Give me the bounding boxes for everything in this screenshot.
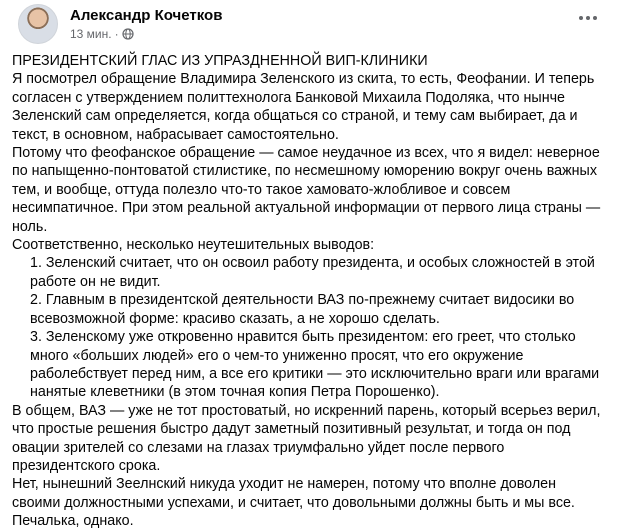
post-paragraph: Потому что феофанское обращение — самое неудачное из всех, что я видел: неверное по напыщенно-понтоватой стилистике, по несмешному юморению вокруг очень важных тем, и вообще, оттуда полезло что-то такое хамовато-жлобливое и совсем несимпатичное. При этом реальной актуальной информации от первого лица страны — ноль. <box>12 145 601 235</box>
globe-icon[interactable] <box>122 28 134 40</box>
more-options-icon <box>579 16 583 20</box>
post-paragraph: Нет, нынешний Зеелнский никуда уходит не намерен, потому что вполне доволен своими должностными успехами, и считает, что довольными должны быть и мы все. <box>12 476 575 511</box>
post-title: ПРЕЗИДЕНТСКИЙ ГЛАС ИЗ УПРАЗДНЕННОЙ ВИП-КЛИНИКИ <box>12 53 428 69</box>
post-time[interactable]: 13 мин. <box>70 27 112 41</box>
post-paragraph: Соответственно, несколько неутешительных выводов: <box>12 237 375 254</box>
post-paragraph: Печалька, однако. <box>12 513 134 530</box>
more-options-icon <box>593 16 597 20</box>
author-name[interactable]: Александр Кочетков <box>70 7 223 24</box>
avatar[interactable] <box>18 4 58 44</box>
post-meta <box>70 27 134 41</box>
more-options-icon <box>586 16 590 20</box>
list-item: 1. Зеленский считает, что он освоил работу президента, и особых сложностей в этой работе он не видит. <box>30 255 595 290</box>
meta-separator: · <box>114 27 119 41</box>
list-item: 3. Зеленскому уже откровенно нравится быть президентом: его греет, что столько много «больших людей» его о чем-то униженно просят, что его окружение раболебствует перед ним, а все его критики — это исключительно враги или врагами нанятые клеветники (в этом точная копия Петра Порошенко). <box>30 329 600 401</box>
post-header <box>12 0 608 44</box>
more-options-button[interactable] <box>572 6 604 30</box>
post-paragraph: В общем, ВАЗ — уже не тот простоватый, но искренний парень, который всерьез верил, что простые решения быстро дадут заметный позитивный результат, и тогда он под овации зрителей со слезами на глазах триумфально уйдет после первого президентского срока. <box>12 402 601 474</box>
list-item: 2. Главным в президентской деятельности ВАЗ по-прежнему считает видосики во всевозможной форме: красиво сказать, а не хорошо сделать. <box>30 292 575 327</box>
post-body <box>12 52 608 531</box>
post-paragraph: Я посмотрел обращение Владимира Зеленского из скита, то есть, Феофании. И теперь согласен с утверждением политтехнолога Банковой Михаила Подоляка, что нынче Зеленский сам определяется, когда общаться со страной, и тему сам выбирает, да и текст, в основном, набрасывает самостоятельно. <box>12 71 595 143</box>
